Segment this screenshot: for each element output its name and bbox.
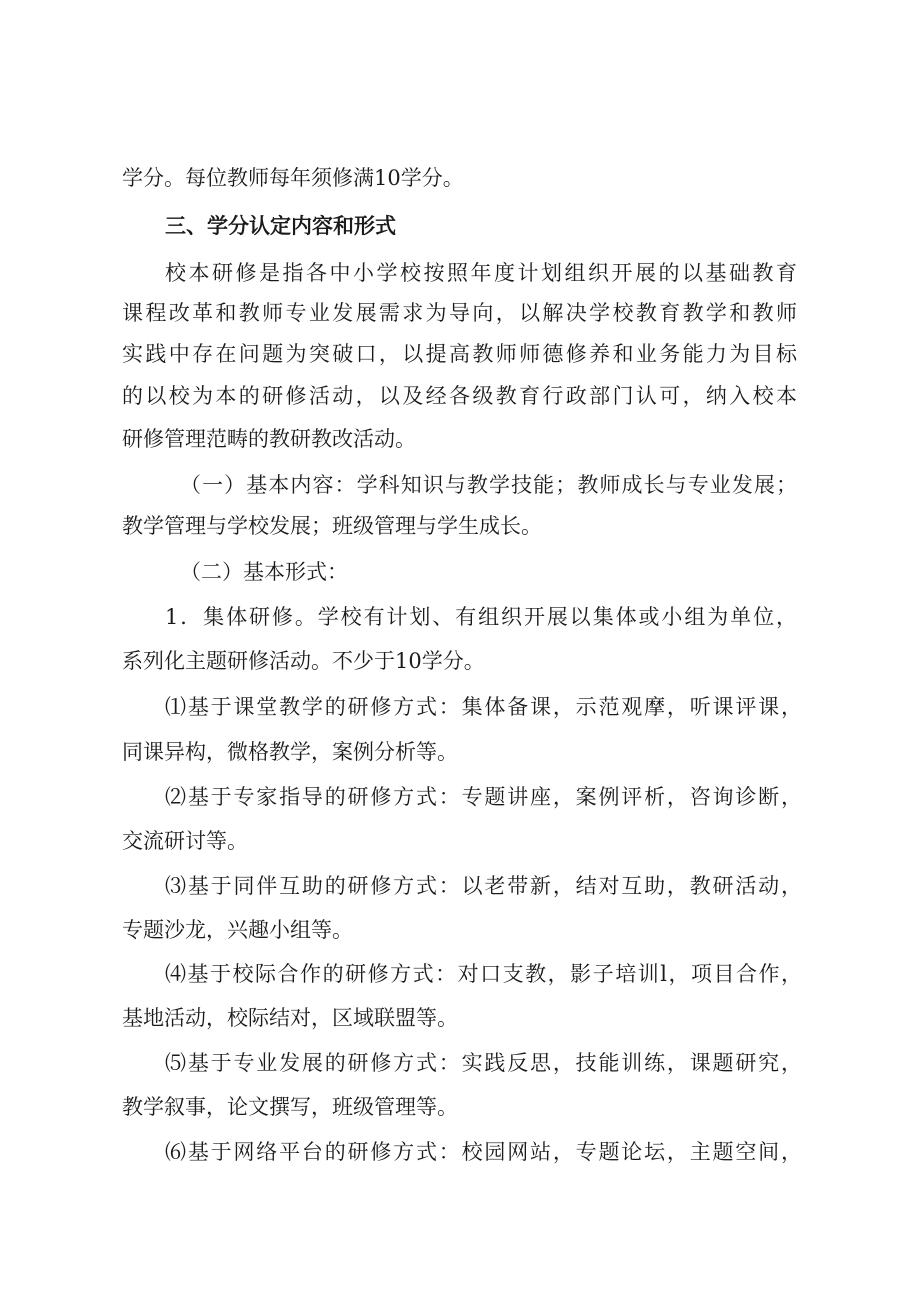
text-line: 校本研修是指各中小学校按照年度计划组织开展的以基础教育 [165,261,797,285]
text-line: 教学管理与学校发展；班级管理与学生成长。 [122,514,542,538]
text-line: 基地活动，校际结对，区域联盟等。 [122,1006,458,1030]
text-line: 交流研讨等。 [122,829,248,853]
text-line: 教学叙事，论文撰写，班级管理等。 [122,1095,458,1119]
text-line: ⑹基于网络平台的研修方式：校园网站，专题论坛，主题空间， [165,1140,802,1164]
text-line: ⑶基于同伴互助的研修方式：以老带新，结对互助，教研活动， [165,874,802,898]
text-line: 的以校为本的研修活动，以及经各级教育行政部门认可，纳入校本 [122,384,797,408]
text-line: 系列化主题研修活动。不少于10学分。 [122,649,485,673]
text-line: ⑴基于课堂教学的研修方式：集体备课，示范观摩，听课评课， [165,695,802,719]
text-line: 学分。每位教师每年须修满10学分。 [122,166,464,190]
text-line: ⑵基于专家指导的研修方式：专题讲座，案例评析，咨询诊断， [165,785,802,809]
text-line: 课程改革和教师专业发展需求为导向，以解决学校教育教学和教师 [122,301,797,325]
section-heading: 三、学分认定内容和形式 [165,214,396,238]
text-line: 1．集体研修。学校有计划、有组织开展以集体或小组为单位， [165,605,797,629]
text-line: 研修管理范畴的教研教改活动。 [122,427,416,451]
text-line: 实践中存在问题为突破口，以提高教师师德修养和业务能力为目标 [122,342,797,366]
text-line: ⑸基于专业发展的研修方式：实践反思，技能训练，课题研究， [165,1051,802,1075]
text-line: 同课异构，微格教学，案例分析等。 [122,740,458,764]
text-line: （一）基本内容：学科知识与教学技能；教师成长与专业发展； [180,473,797,497]
text-line: （二）基本形式： [180,560,348,584]
text-line: 专题沙龙，兴趣小组等。 [122,918,353,942]
text-line: ⑷基于校际合作的研修方式：对口支教，影子培训l，项目合作， [165,962,802,986]
